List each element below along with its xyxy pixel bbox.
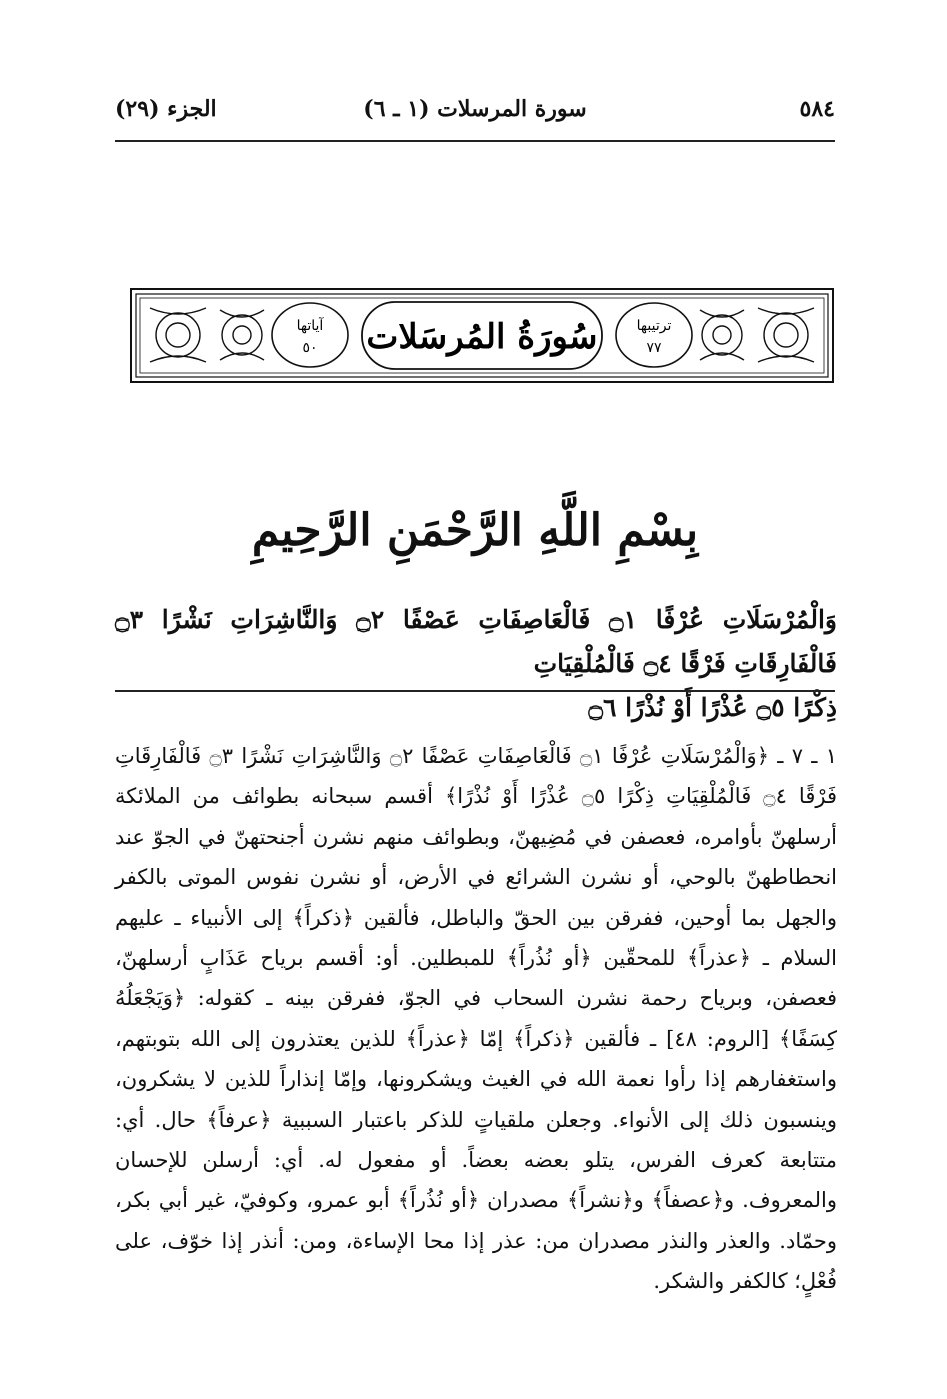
order-medallion — [616, 303, 692, 367]
surah-banner — [130, 288, 834, 383]
header-rule — [115, 140, 835, 142]
surah-range-title: سورة المرسلات (١ ـ ٦) — [363, 96, 587, 122]
order-value: ٧٧ — [646, 340, 662, 356]
verses-divider — [115, 690, 835, 692]
right-ornament — [700, 308, 814, 362]
basmala: بِسْمِ اللَّهِ الرَّحْمَنِ الرَّحِيمِ — [251, 505, 699, 556]
left-ornament — [150, 308, 264, 362]
verses-block — [115, 598, 837, 730]
verses-label: آياتها — [296, 318, 324, 334]
running-header — [115, 96, 835, 132]
verse-line: وَالْمُرْسَلَاتِ عُرْفًا ۝١ فَالْعَاصِفَاتِ عَصْفًا ۝٢ وَالنَّاشِرَاتِ نَشْرًا ۝٣ فَالْفَارِقَاتِ فَرْقًا ۝٤ فَالْمُلْقِيَاتِ — [115, 605, 837, 678]
page-number: ٥٨٤ — [799, 96, 835, 122]
order-label: ترتيبها — [636, 318, 672, 334]
commentary-text: ١ ـ ٧ ـ ﴿وَالْمُرْسَلَاتِ عُرْفًا ۝١ فَالْعَاصِفَاتِ عَصْفًا ۝٢ وَالنَّاشِرَاتِ نَشْرًا ۝٣ فَالْفَارِقَاتِ فَرْقًا ۝٤ فَالْمُلْقِيَاتِ ذِكْرًا ۝٥ عُذْرًا أَوْ نُذْرًا﴾ أقسم سبحانه بطوائف من الملائكة أرسلهنّ بأوامره، فعصفن في مُضِيهنّ، وبطوائف منهم نشرن أجنحتهنّ في الجوّ عند انحطاطهنّ بالوحي، أو نشرن الشرائع في الأرض، أو نشرن نفوس الموتى بالكفر والجهل بما أوحين، ففرقن بين الحقّ والباطل، فألقين ﴿ذكراً﴾ إلى الأنبياء ـ عليهم السلام ـ ﴿عذراً﴾ للمحقّين ﴿أو نُذُراً﴾ للمبطلين. أو: أقسم برياح عَذَابٍ أرسلهنّ، فعصفن، وبرياح رحمة نشرن السحاب في الجوّ، ففرقن بينه ـ كقوله: ﴿وَيَجْعَلُهُ كِسَفًا﴾ [الروم: ٤٨] ـ فألقين ﴿ذكراً﴾ إمّا ﴿عذراً﴾ للذين يعتذرون إلى الله بتوبتهم، واستغفارهم إذا رأوا نعمة الله في الغيث ويشكرونها، وإمّا إنذاراً للذين لا يشكرون، وينسبون ذلك إلى الأنواء. وجعلن ملقياتٍ للذكر باعتبار السببية ﴿عرفاً﴾ حال. أي: متتابعة كعرف الفرس، يتلو بعضه بعضاً. أو مفعول له. أي: أرسلن للإحسان والمعروف. و﴿عصفاً﴾ و﴿نشراً﴾ مصدران ﴿أو نُذُراً﴾ أبو عمرو، وكوفيّ، غير أبي بكر، وحمّاد. والعذر والنذر مصدران من: عذر إذا محا الإساءة، ومن: أنذر إذا خوّف، على فُعْلٍ؛ كالكفر والشكر. — [115, 744, 838, 1294]
surah-name: سُورَةُ المُرسَلات — [366, 317, 598, 357]
verses-value: ٥٠ — [302, 340, 318, 356]
verse-count-medallion — [272, 303, 348, 367]
juz-label: الجزء (٢٩) — [115, 96, 217, 122]
verse-line: ذِكْرًا ۝٥ عُذْرًا أَوْ نُذْرًا ۝٦ — [588, 693, 837, 722]
